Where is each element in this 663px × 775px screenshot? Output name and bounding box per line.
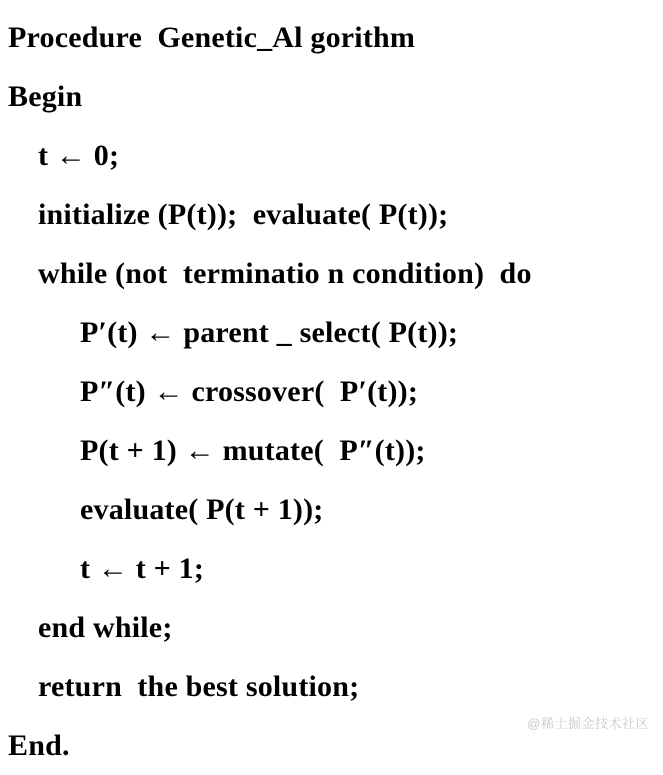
pseudocode-line-end: End. bbox=[8, 729, 70, 762]
pseudocode-line-mutate: P(t + 1) ← mutate( P″(t)); bbox=[80, 434, 426, 467]
pseudocode-line-title: Procedure Genetic_Al gorithm bbox=[8, 21, 416, 54]
pseudocode-line-crossover: P″(t) ← crossover( P′(t)); bbox=[80, 375, 419, 408]
pseudocode-line-end-while: end while; bbox=[38, 611, 173, 644]
pseudocode-line-initialize: initialize (P(t)); evaluate( P(t)); bbox=[38, 198, 449, 231]
pseudocode-line-evaluate: evaluate( P(t + 1)); bbox=[80, 493, 324, 526]
pseudocode-line-init-t: t ← 0; bbox=[38, 139, 120, 172]
pseudocode-line-return: return the best solution; bbox=[38, 670, 360, 703]
pseudocode-line-begin: Begin bbox=[8, 80, 83, 113]
pseudocode-line-parent-select: P′(t) ← parent _ select( P(t)); bbox=[80, 316, 459, 349]
watermark-text: @稀土掘金技术社区 bbox=[527, 716, 649, 731]
pseudocode-line-increment: t ← t + 1; bbox=[80, 552, 205, 585]
pseudocode-line-while: while (not terminatio n condition) do bbox=[38, 257, 532, 290]
